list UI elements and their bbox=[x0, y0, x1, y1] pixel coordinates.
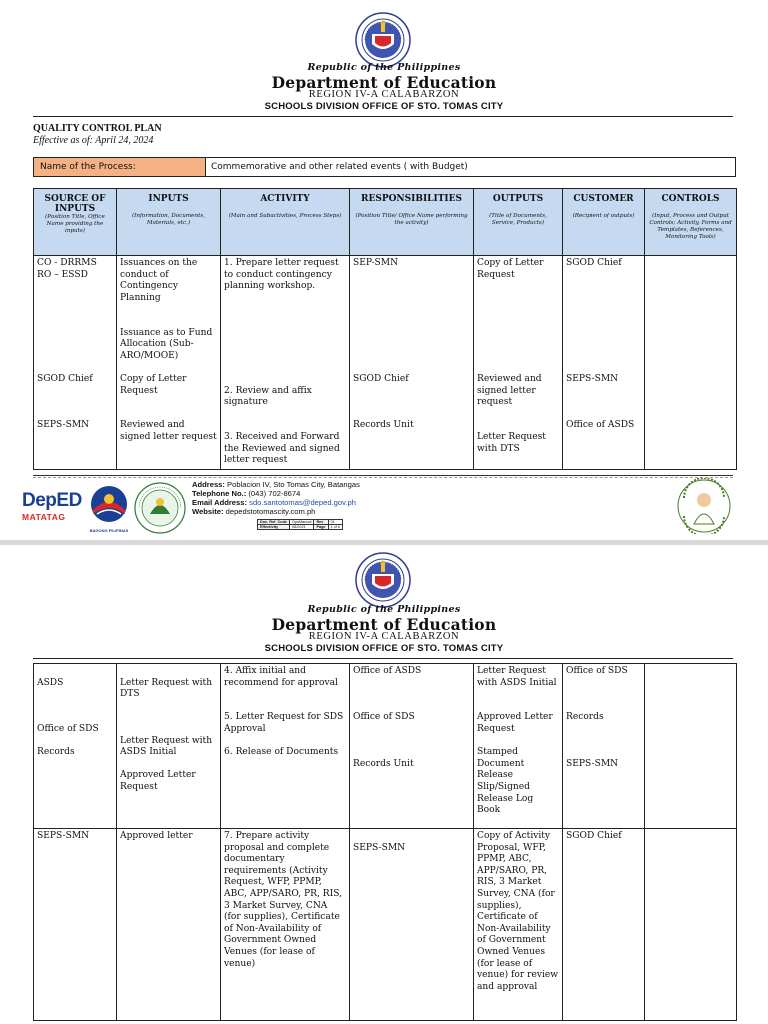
table-header-row bbox=[34, 189, 737, 256]
header-department: Department of Education bbox=[271, 73, 497, 92]
footer-rule-dashed bbox=[33, 477, 733, 478]
column-header-controls: CONTROLS (Input, Process and Output Controls; Activity, Forms and Templates, References, Monitoring Tools) bbox=[645, 189, 737, 256]
cell-customer: SGOD Chief bbox=[563, 829, 645, 1021]
deped-seal-icon bbox=[355, 552, 411, 608]
cell-source: ASDS Office of SDS Records bbox=[34, 664, 117, 829]
column-header-inputs: INPUTS (Information, Documents, Materials, etc.) bbox=[117, 189, 221, 256]
cell-customer: SGOD Chief SEPS-SMN Office of ASDS bbox=[563, 256, 645, 470]
cell-outputs: Letter Request with ASDS Initial Approved Letter Request Stamped Document Release Slip/Signed Release Log Book bbox=[474, 664, 563, 829]
process-name-label: Name of the Process: bbox=[34, 158, 206, 176]
cell-source: SEPS-SMN bbox=[34, 829, 117, 1021]
header-region: REGION IV-A CALABARZON bbox=[308, 631, 460, 642]
footer-address: Poblacion IV, Sto Tomas City, Batangas bbox=[227, 480, 360, 489]
header-republic: Republic of the Philippines bbox=[307, 62, 461, 73]
deped-matatag-logo: DepED MATATAG bbox=[22, 490, 82, 522]
cell-responsibilities: SEPS-SMN bbox=[350, 829, 474, 1021]
header-rule bbox=[33, 116, 733, 117]
column-header-responsibilities: RESPONSIBILITIES (Position Title/ Office Name performing the activity) bbox=[350, 189, 474, 256]
cell-controls bbox=[645, 829, 737, 1021]
cell-activity: 1. Prepare letter request to conduct contingency planning workshop. 2. Review and affix signature 3. Received and Forward the Reviewed and signed letter request bbox=[221, 256, 350, 470]
cell-controls bbox=[645, 256, 737, 470]
mascot-badge-icon bbox=[676, 478, 732, 534]
column-header-activity: ACTIVITY (Main and Subactivities, Process Steps) bbox=[221, 189, 350, 256]
header-division: SCHOOLS DIVISION OFFICE OF STO. TOMAS CITY bbox=[264, 643, 504, 654]
header-department: Department of Education bbox=[271, 615, 497, 634]
bagong-pilipinas-emblem-icon bbox=[89, 484, 129, 524]
cell-controls bbox=[645, 664, 737, 829]
cell-customer: Office of SDS Records SEPS-SMN bbox=[563, 664, 645, 829]
header-rule bbox=[33, 658, 733, 659]
column-header-outputs: OUTPUTS (Title of Documents, Service, Products) bbox=[474, 189, 563, 256]
cell-source: CO - DRRMS RO – ESSD SGOD Chief SEPS-SMN bbox=[34, 256, 117, 470]
cell-responsibilities: Office of ASDS Office of SDS Records Unit bbox=[350, 664, 474, 829]
document-reference-table: Doc. Ref. Code OpsManual Rev 01 Effectivity 08/2021 Page 1 of 6 bbox=[257, 519, 343, 530]
header-republic: Republic of the Philippines bbox=[307, 604, 461, 615]
header-region: REGION IV-A CALABARZON bbox=[308, 89, 460, 100]
footer-rule bbox=[33, 475, 733, 476]
cell-inputs: Approved letter bbox=[117, 829, 221, 1021]
plan-title: QUALITY CONTROL PLAN bbox=[33, 123, 162, 134]
quality-control-table-page-1 bbox=[33, 188, 737, 470]
footer-email-link[interactable]: sdo.santotomas@deped.gov.ph bbox=[249, 497, 356, 507]
cell-activity: 7. Prepare activity proposal and complete documentary requirements (Activity Request, WFP, PPMP, ABC, APP/SARO, PR, RIS, 3 Market Survey, CNA (for supplies), Certificate of Non-Availability of Government Owned Venues (for lease of venue) bbox=[221, 829, 350, 1021]
quality-control-table-page-2 bbox=[33, 663, 737, 1021]
cell-inputs: Letter Request with DTS Letter Request with ASDS Initial Approved Letter Request bbox=[117, 664, 221, 829]
document-page-2 bbox=[0, 545, 768, 1024]
plan-effective-date: Effective as of: April 24, 2024 bbox=[33, 135, 154, 146]
column-header-customer: CUSTOMER (Recipient of outputs) bbox=[563, 189, 645, 256]
table-row bbox=[34, 829, 737, 1021]
cell-inputs: Issuances on the conduct of Contingency Planning Issuance as to Fund Allocation (Sub-ARO/MOOE) Copy of Letter Request Reviewed and signed letter request bbox=[117, 256, 221, 470]
cell-outputs: Copy of Letter Request Reviewed and signed letter request Letter Request with DTS bbox=[474, 256, 563, 470]
process-name-value: Commemorative and other related events ( with Budget) bbox=[211, 162, 468, 172]
cell-outputs: Copy of Activity Proposal, WFP, PPMP, ABC, APP/SARO, PR, RIS, 3 Market Survey, CNA (for supplies), Certificate of Non-Availability of Government Owned Venues (for lease of venue) for review and approval bbox=[474, 829, 563, 1021]
deped-seal-icon bbox=[355, 12, 411, 68]
cell-responsibilities: SEP-SMN SGOD Chief Records Unit bbox=[350, 256, 474, 470]
table-row bbox=[34, 664, 737, 829]
footer-contact-block: Address: Poblacion IV, Sto Tomas City, Batangas Telephone No.: (043) 702-8674 Email Address: sdo.santotomas@deped.gov.ph Website: depedstotomascity.com.ph bbox=[192, 480, 360, 516]
process-name-box bbox=[33, 157, 736, 177]
footer-telephone: (043) 702-8674 bbox=[248, 488, 301, 498]
cell-activity: 4. Affix initial and recommend for approval 5. Letter Request for SDS Approval 6. Release of Documents bbox=[221, 664, 350, 829]
bagong-pilipinas-logo: BAGONG PILIPINAS bbox=[85, 484, 133, 534]
header-division: SCHOOLS DIVISION OFFICE OF STO. TOMAS CITY bbox=[264, 101, 504, 112]
table-row bbox=[34, 256, 737, 470]
footer-website[interactable]: depedstotomascity.com.ph bbox=[225, 506, 316, 516]
column-header-source: SOURCE OF INPUTS (Position Title, Office Name providing the inputs) bbox=[34, 189, 117, 256]
sdo-sto-tomas-seal-icon bbox=[134, 482, 186, 534]
